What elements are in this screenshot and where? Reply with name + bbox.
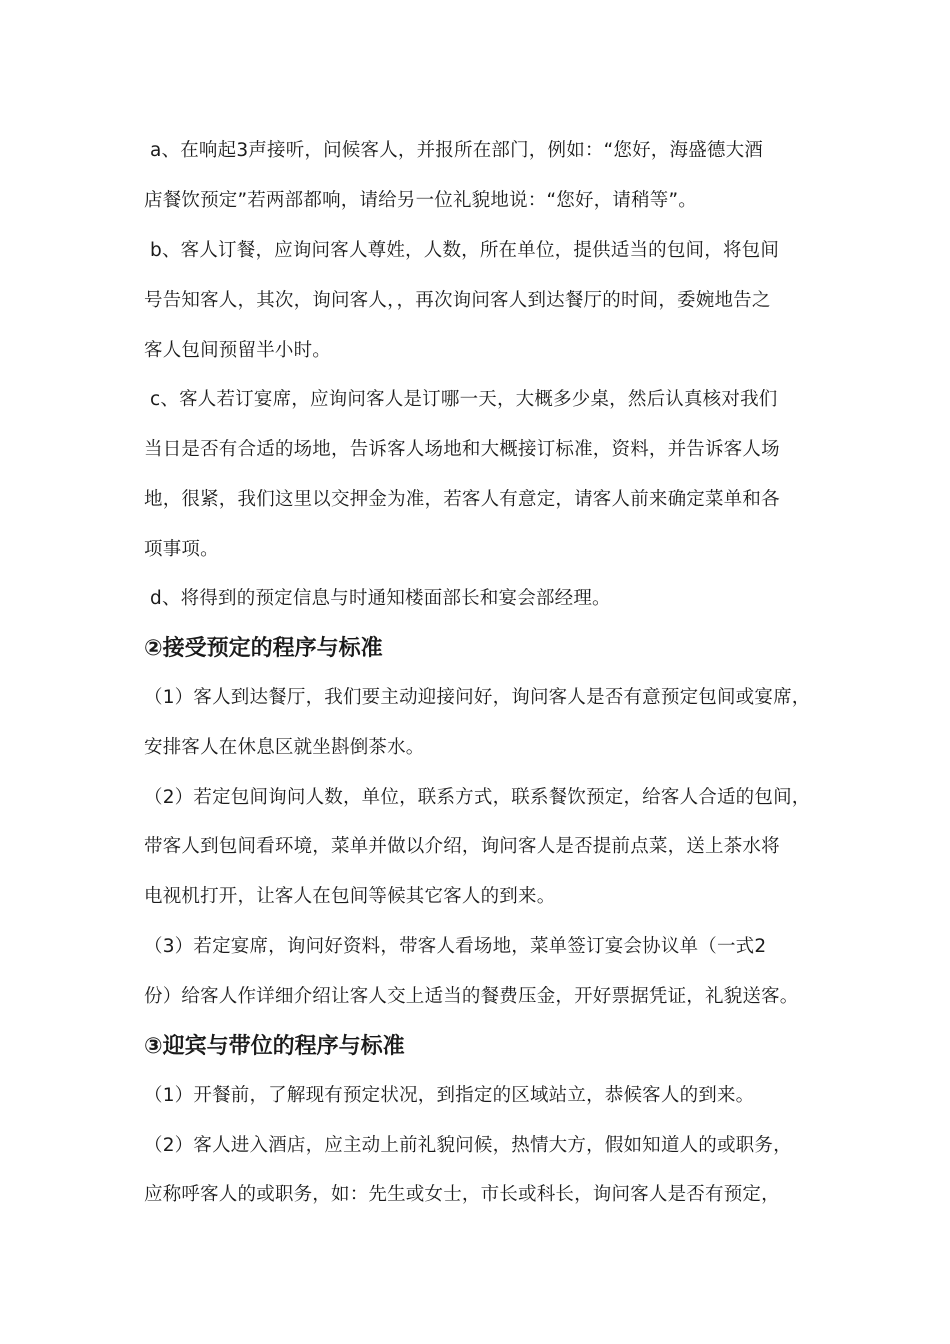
paragraph-line: 带客人到包间看环境，菜单并做以介绍，询问客人是否提前点菜，送上茶水将 [144, 836, 780, 857]
section-heading: ②接受预定的程序与标准 [144, 636, 383, 661]
paragraph-line: （2）客人进入酒店，应主动上前礼貌问候，热情大方，假如知道人的或职务， [144, 1135, 792, 1156]
paragraph-line: （1）开餐前，了解现有预定状况，到指定的区域站立，恭候客人的到来。 [144, 1085, 755, 1106]
paragraph-line: 当日是否有合适的场地，告诉客人场地和大概接订标准，资料，并告诉客人场 [144, 439, 780, 460]
paragraph-line: 应称呼客人的或职务，如：先生或女士，市长或科长，询问客人是否有预定， [144, 1184, 780, 1205]
paragraph-line: 项事项。 [144, 539, 219, 560]
paragraph-line: 地，很紧，我们这里以交押金为准，若客人有意定，请客人前来确定菜单和各 [144, 489, 780, 510]
paragraph-line: 安排客人在休息区就坐斟倒茶水。 [144, 737, 425, 758]
paragraph-line: 份）给客人作详细介绍让客人交上适当的餐费压金，开好票据凭证，礼貌送客。 [144, 986, 799, 1007]
paragraph-line: （1）客人到达餐厅，我们要主动迎接问好，询问客人是否有意预定包间或宴席， [144, 687, 811, 708]
paragraph-line: b、客人订餐，应询问客人尊姓，人数，所在单位，提供适当的包间，将包间 [150, 240, 780, 261]
paragraph-line: （2）若定包间询问人数，单位，联系方式，联系餐饮预定，给客人合适的包间， [144, 787, 811, 808]
paragraph-line: 客人包间预留半小时。 [144, 340, 332, 361]
paragraph-line: （3）若定宴席，询问好资料，带客人看场地，菜单签订宴会协议单（一式2 [144, 936, 767, 957]
paragraph-line: 店餐饮预定”若两部都响，请给另一位礼貌地说：“您好，请稍等”。 [144, 190, 697, 211]
section-heading: ③迎宾与带位的程序与标准 [144, 1034, 405, 1059]
paragraph-line: 号告知客人，其次，询问客人，，再次询问客人到达餐厅的时间，委婉地告之 [144, 290, 771, 311]
paragraph-line: 电视机打开，让客人在包间等候其它客人的到来。 [144, 886, 556, 907]
paragraph-line: d、将得到的预定信息与时通知楼面部长和宴会部经理。 [150, 588, 611, 609]
paragraph-line: a、在响起3声接听，问候客人，并报所在部门，例如：“您好，海盛德大酒 [150, 140, 763, 161]
paragraph-line: c、客人若订宴席，应询问客人是订哪一天，大概多少桌，然后认真核对我们 [150, 389, 778, 410]
